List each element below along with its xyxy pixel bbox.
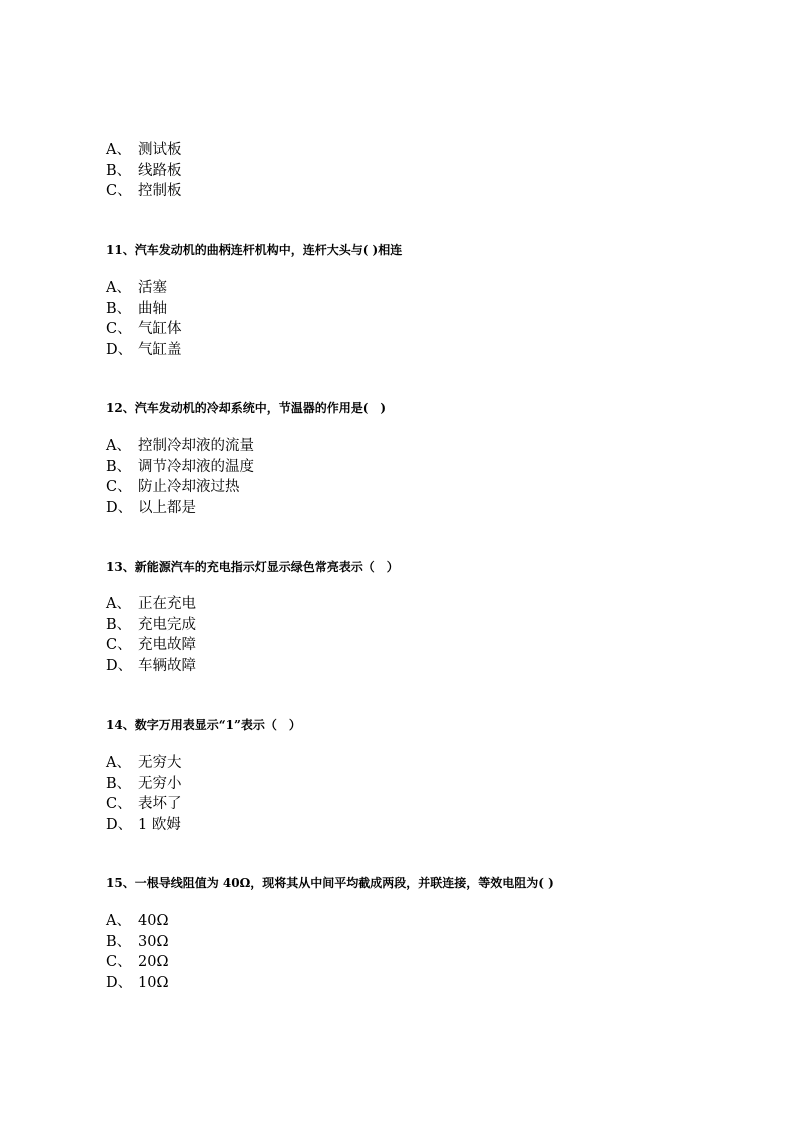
option-text: 曲轴 [138,300,167,317]
option-item [106,932,168,953]
option-item [106,911,168,932]
option-letter: D、 [106,975,133,992]
option-item [106,436,254,457]
option-text: 40Ω [138,913,169,929]
option-text: 调节冷却液的温度 [138,458,254,475]
option-letter: A、 [106,755,131,771]
option-list-10 [106,140,182,202]
option-letter: D、 [106,658,133,675]
option-item [106,774,182,795]
option-text: 1 欧姆 [138,817,181,834]
option-text: 无穷大 [138,755,182,771]
option-item [106,477,254,498]
option-letter: A、 [106,280,131,296]
option-text: 10Ω [138,975,169,992]
option-letter: C、 [106,637,132,654]
option-text: 控制板 [138,183,182,200]
option-item [106,656,196,677]
option-item [106,615,196,636]
option-text: 防止冷却液过热 [138,479,240,496]
option-text: 正在充电 [138,596,196,612]
option-text: 测试板 [138,142,182,158]
option-letter: C、 [106,954,132,971]
option-list-12 [106,436,254,519]
question-12-stem: 12、汽车发动机的冷却系统中，节温器的作用是( ) [106,401,387,415]
option-letter: A、 [106,438,131,454]
option-list-13 [106,594,196,677]
option-item [106,973,168,994]
option-text: 控制冷却液的流量 [138,438,254,454]
option-letter: B、 [106,616,132,633]
option-text: 车辆故障 [138,658,196,675]
question-13-stem: 13、新能源汽车的充电指示灯显示绿色常亮表示（ ） [106,560,399,574]
option-text: 20Ω [138,954,169,971]
option-item [106,753,182,774]
option-item [106,278,182,299]
option-item [106,498,254,519]
option-item [106,161,182,182]
option-text: 线路板 [138,162,182,179]
option-item [106,140,182,161]
option-text: 无穷小 [138,775,182,792]
option-letter: B、 [106,933,132,950]
question-14-stem: 14、数字万用表显示“1”表示（ ） [106,718,301,732]
option-item [106,815,182,836]
option-item [106,952,168,973]
option-text: 30Ω [138,933,169,950]
question-11-stem: 11、汽车发动机的曲柄连杆机构中，连杆大头与( )相连 [106,243,403,257]
option-item [106,299,182,320]
option-letter: A、 [106,142,131,158]
option-item [106,340,182,361]
option-item [106,594,196,615]
option-text: 以上都是 [138,500,196,517]
option-letter: B、 [106,300,132,317]
option-text: 充电完成 [138,616,196,633]
option-letter: C、 [106,321,132,338]
option-text: 充电故障 [138,637,196,654]
option-item [106,181,182,202]
option-letter: D、 [106,342,133,359]
option-item [106,319,182,340]
option-text: 活塞 [138,280,167,296]
option-letter: C、 [106,183,132,200]
option-text: 气缸体 [138,321,182,338]
option-letter: C、 [106,796,132,813]
option-item [106,457,254,478]
option-text: 表坏了 [138,796,182,813]
question-15-stem: 15、一根导线阻值为 40Ω，现将其从中间平均截成两段，并联连接，等效电阻为( ) [106,876,554,890]
option-item [106,794,182,815]
option-list-11 [106,278,182,361]
option-letter: C、 [106,479,132,496]
option-list-15 [106,911,168,994]
option-list-14 [106,753,182,836]
option-item [106,635,196,656]
option-text: 气缸盖 [138,342,182,359]
option-letter: A、 [106,596,131,612]
option-letter: D、 [106,817,133,834]
option-letter: B、 [106,458,132,475]
option-letter: D、 [106,500,133,517]
option-letter: B、 [106,775,132,792]
option-letter: A、 [106,913,131,929]
option-letter: B、 [106,162,132,179]
